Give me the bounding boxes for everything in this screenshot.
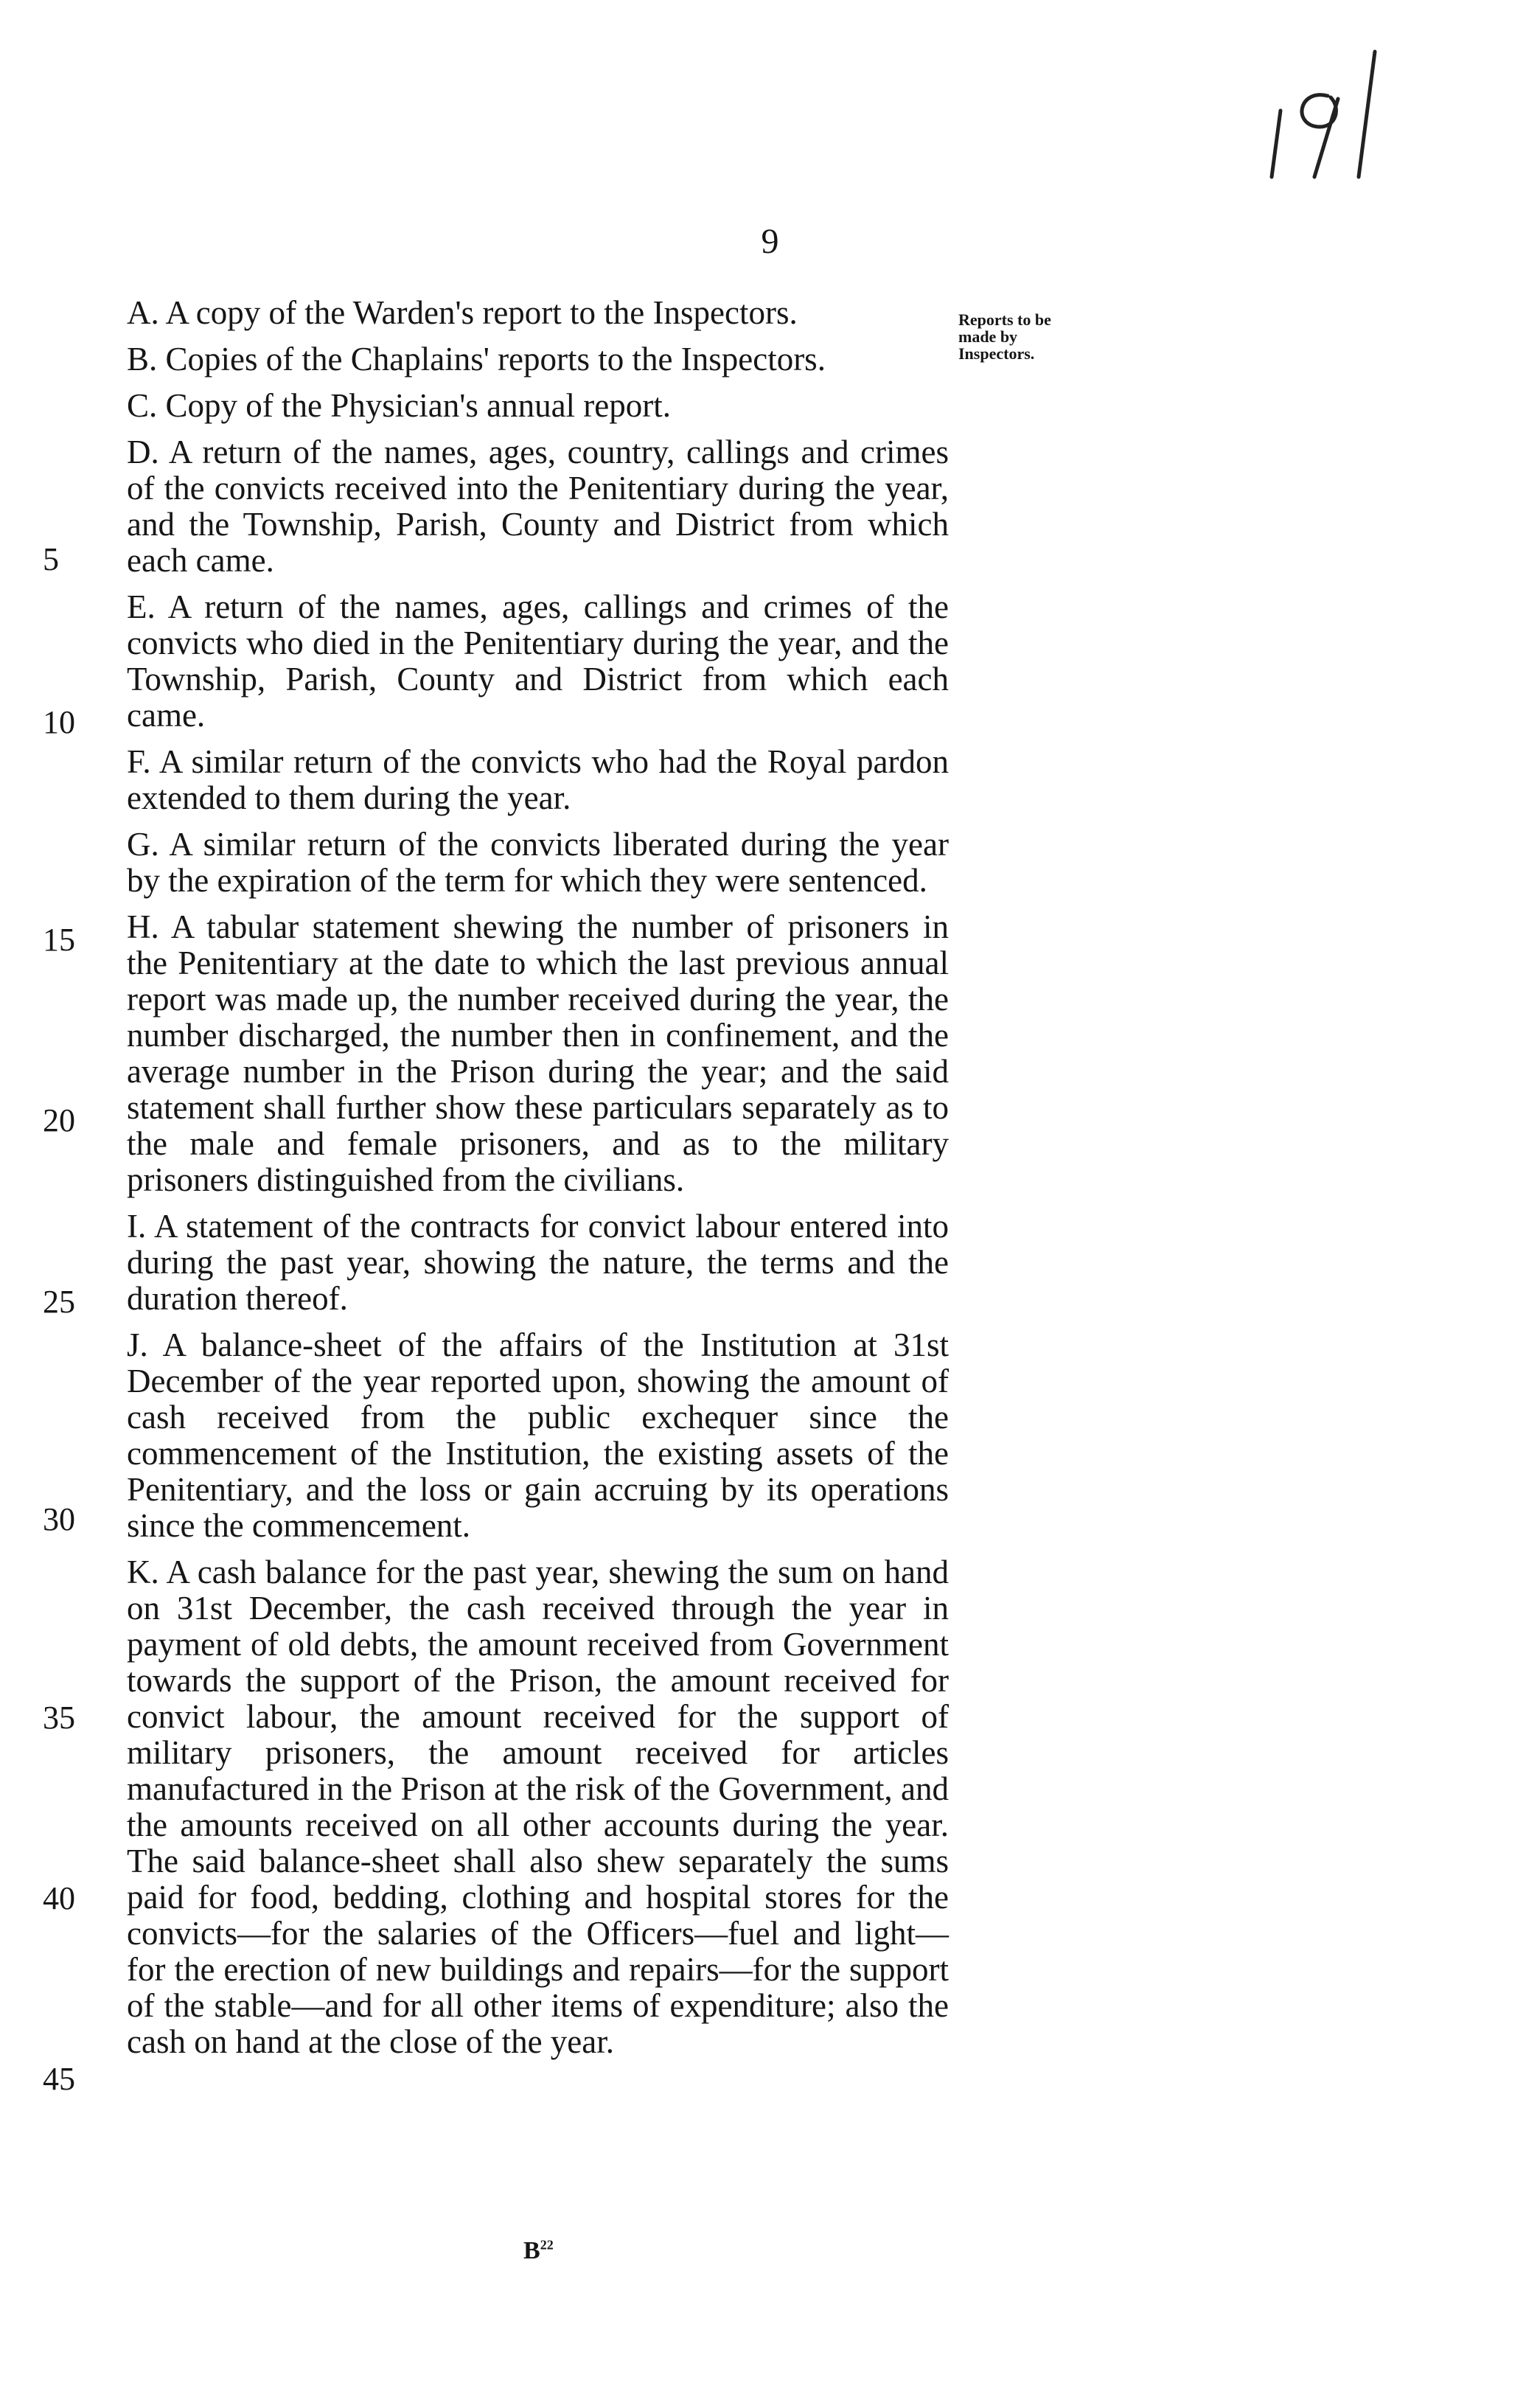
paragraph-text: A cash balance for the past year, shewing the sum on hand on 31st December, the cash received through the year in payment of old debts, the amount received from Government towards the support of the Prison, the amount received for convict labour, the amount received for the support of military prisoners, the amount received for articles manufactured in the Prison at the risk of the Government, and the amounts received on all other accounts during the year. The said balance-sheet shall also shew separately the sums paid for food, bedding, clothing and hospital stores for the convicts—for the salaries of the Officers—fuel and light—for the erection of new buildings and repairs—for the support of the stable—and for all other items of expenditure; also the cash on hand at the close of the year.: [127, 1554, 949, 2060]
paragraph-j: [127, 1327, 949, 1544]
paragraph-label: A.: [127, 294, 159, 331]
paragraph-label: H.: [127, 908, 159, 945]
paragraph-e: [127, 589, 949, 734]
line-number: 45: [43, 2061, 75, 2097]
paragraph-text: Copy of the Physician's annual report.: [165, 387, 671, 424]
paragraph-label: F.: [127, 743, 151, 780]
page-number: 9: [761, 222, 779, 261]
signature-number: 22: [540, 2237, 554, 2253]
paragraph-text: A similar return of the convicts who had the Royal pardon extended to them during the year.: [127, 743, 949, 816]
paragraph-label: C.: [127, 387, 158, 424]
paragraph-text: Copies of the Chaplains' reports to the Inspectors.: [165, 341, 826, 378]
paragraph-text: A similar return of the convicts liberated during the year by the expiration of the term for which they were sentenced.: [127, 826, 949, 899]
paragraph-d: [127, 434, 949, 579]
paragraph-text: A return of the names, ages, callings and crimes of the convicts who died in the Penitentiary during the year, and the Township, Parish, County and District from which each came.: [127, 588, 949, 734]
line-number: 10: [43, 704, 75, 740]
handwritten-folio-number: [1264, 44, 1382, 184]
paragraph-text: A statement of the contracts for convict labour entered into during the past year, showing the nature, the terms and the duration thereof.: [127, 1208, 949, 1317]
line-number: 35: [43, 1700, 75, 1736]
paragraph-label: B.: [127, 341, 158, 378]
paragraph-a: [127, 295, 949, 331]
paragraph-text: A tabular statement shewing the number of prisoners in the Penitentiary at the date to which the last previous annual report was made up, the number received during the year, the number discharged, the number then in confinement, and the average number in the Prison during the year; and the said statement shall further show these particulars separately as to the male and female prisoners, and as to the military prisoners distinguished from the civilians.: [127, 908, 949, 1198]
printer-signature-mark: [523, 2237, 554, 2265]
paragraph-label: K.: [127, 1554, 159, 1590]
paragraph-f: [127, 744, 949, 816]
paragraph-c: [127, 388, 949, 424]
signature-letter: B: [523, 2237, 540, 2264]
line-number: 30: [43, 1501, 75, 1537]
paragraph-text: A balance-sheet of the affairs of the Institution at 31st December of the year reported upon, showing the amount of cash received from the public exchequer since the commencement of the Institution, the existing assets of the Penitentiary, and the loss or gain accruing by its operations since the commencement.: [127, 1326, 949, 1544]
paragraph-label: J.: [127, 1326, 148, 1363]
document-body: [127, 295, 949, 2070]
line-number: 40: [43, 1880, 75, 1916]
line-number: 25: [43, 1284, 75, 1320]
paragraph-b: [127, 341, 949, 378]
paragraph-label: I.: [127, 1208, 147, 1245]
margin-note: Reports to be made by Inspectors.: [958, 310, 1051, 363]
paragraph-label: D.: [127, 434, 159, 470]
line-number: 5: [43, 541, 59, 577]
line-number: 20: [43, 1102, 75, 1138]
paragraph-i: [127, 1208, 949, 1317]
paragraph-k: [127, 1554, 949, 2060]
paragraph-g: [127, 827, 949, 899]
paragraph-label: G.: [127, 826, 159, 863]
line-number: 15: [43, 922, 75, 958]
paragraph-label: E.: [127, 588, 156, 625]
paragraph-h: [127, 909, 949, 1198]
paragraph-text: A copy of the Warden's report to the Inspectors.: [165, 294, 798, 331]
paragraph-text: A return of the names, ages, country, callings and crimes of the convicts received into the Penitentiary during the year, and the Township, Parish, County and District from which each came.: [127, 434, 949, 579]
